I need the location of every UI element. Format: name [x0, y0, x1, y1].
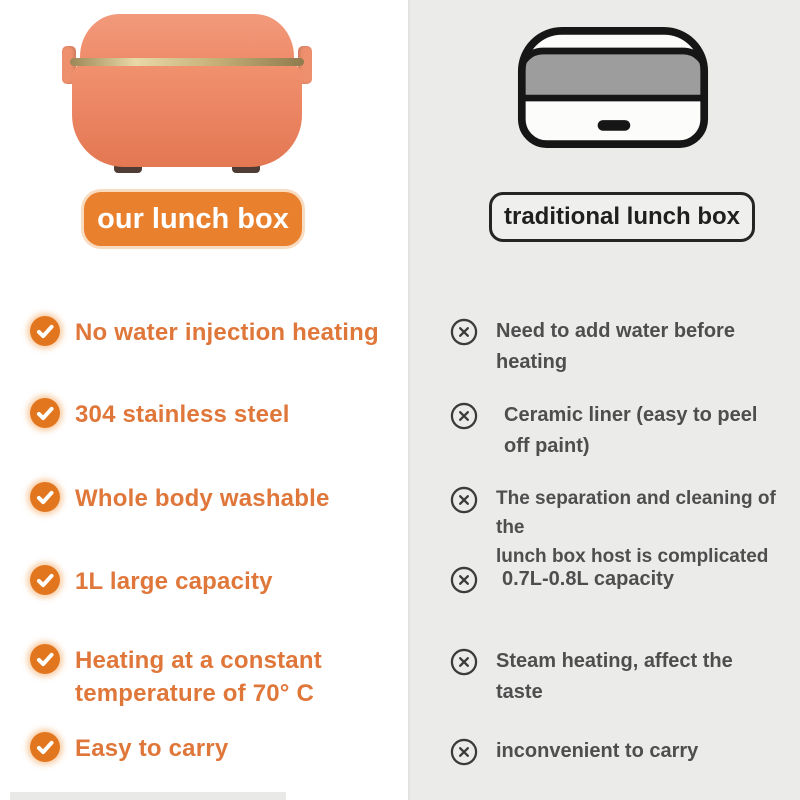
traditional-lunch-box-panel — [408, 0, 800, 800]
check-circle-icon — [30, 316, 60, 346]
feature-line: heating — [496, 351, 568, 373]
traditional-lunch-box-icon — [517, 26, 709, 149]
feature-text — [496, 646, 784, 708]
feature-line: Need to add water before — [496, 320, 735, 342]
check-circle-icon — [30, 732, 60, 762]
feature-row — [30, 732, 392, 765]
feature-line: Heating at a constant — [75, 647, 322, 674]
feature-line: The separation and cleaning of the — [496, 488, 776, 538]
feature-text — [75, 732, 228, 765]
feature-row — [450, 736, 784, 767]
feature-row — [30, 482, 392, 515]
traditional-lunch-box-label: traditional lunch box — [489, 192, 755, 242]
check-circle-icon — [30, 398, 60, 428]
lunch-box-lid — [80, 14, 294, 62]
feature-line: Ceramic liner (easy to peel — [504, 404, 758, 426]
check-circle-icon — [30, 644, 60, 674]
feature-row — [30, 644, 392, 710]
x-circle-icon — [450, 648, 478, 676]
feature-text — [75, 316, 379, 349]
feature-line: No water injection heating — [75, 319, 379, 346]
feature-line: Whole body washable — [75, 485, 330, 512]
lunch-box-steel-rim — [70, 58, 304, 66]
our-lunch-box-label: our lunch box — [84, 192, 302, 246]
feature-row — [450, 564, 784, 595]
x-circle-icon — [450, 738, 478, 766]
feature-line: Steam heating, affect the taste — [496, 650, 733, 703]
feature-line: temperature of 70° C — [75, 680, 314, 707]
lunch-box-body — [72, 64, 302, 167]
feature-text — [75, 398, 290, 431]
feature-text — [496, 316, 735, 378]
feature-text — [75, 644, 322, 710]
feature-row — [450, 646, 784, 708]
feature-row — [30, 398, 392, 431]
check-circle-icon — [30, 482, 60, 512]
feature-row — [30, 316, 392, 349]
feature-line: Easy to carry — [75, 735, 229, 762]
feature-line: 1L large capacity — [75, 568, 273, 595]
x-circle-icon — [450, 402, 478, 430]
feature-text — [496, 564, 674, 595]
feature-line: off paint) — [504, 435, 590, 457]
x-circle-icon — [450, 566, 478, 594]
feature-text — [496, 484, 784, 571]
check-circle-icon — [30, 565, 60, 595]
feature-row — [30, 565, 392, 598]
feature-text — [496, 400, 757, 462]
feature-line: 0.7L-0.8L capacity — [502, 568, 674, 590]
feature-text — [75, 482, 330, 515]
product-photo — [62, 14, 312, 174]
bottom-edge-strip — [10, 792, 286, 800]
feature-line: 304 stainless steel — [75, 401, 290, 428]
feature-text — [496, 736, 698, 767]
feature-line: lunch box host is complicated — [496, 546, 769, 567]
feature-row — [450, 484, 784, 571]
feature-row — [450, 400, 784, 462]
feature-row — [450, 316, 784, 378]
x-circle-icon — [450, 318, 478, 346]
x-circle-icon — [450, 486, 478, 514]
feature-line: inconvenient to carry — [496, 740, 699, 762]
feature-text — [75, 565, 273, 598]
